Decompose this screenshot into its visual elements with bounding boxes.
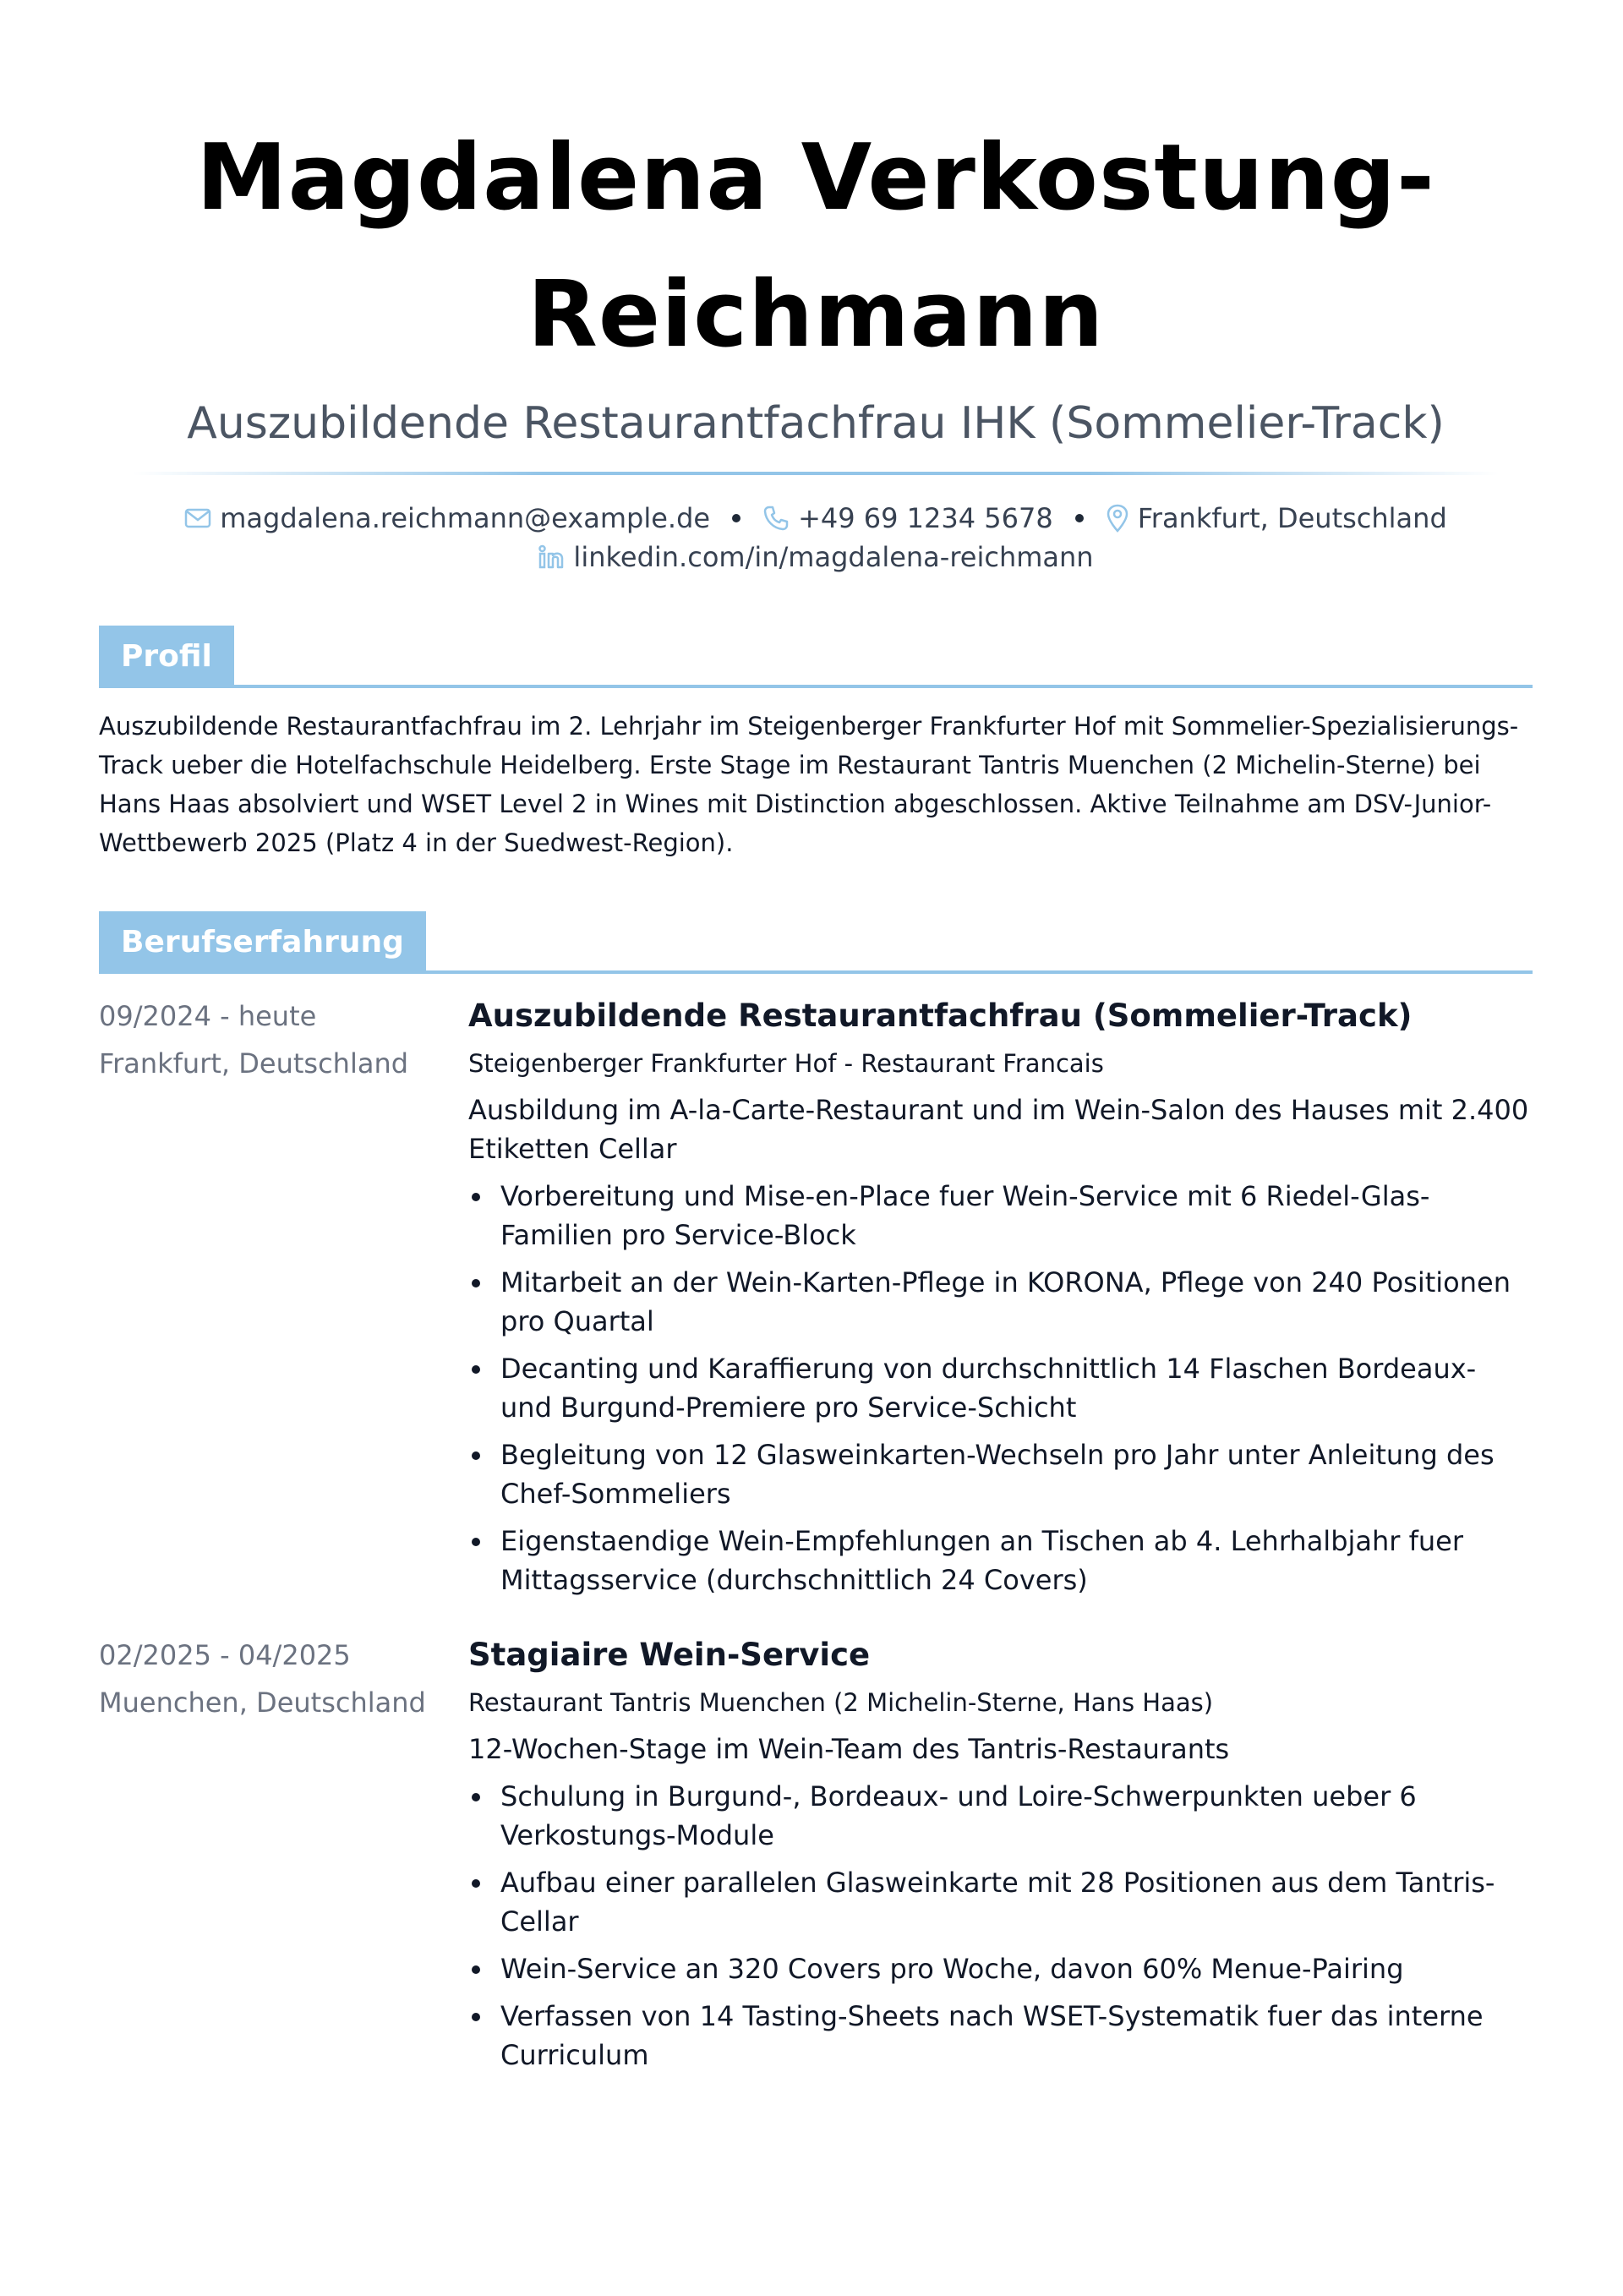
list-item: Begleitung von 12 Glasweinkarten-Wechseln pro Jahr unter Anleitung des Chef-Sommeliers	[468, 1435, 1533, 1513]
experience-section-header	[99, 911, 1533, 974]
job-company: Steigenberger Frankfurter Hof - Restaurant Francais	[468, 1049, 1104, 1078]
email-text: magdalena.reichmann@example.de	[220, 502, 711, 534]
experience-section	[99, 911, 1533, 2083]
location-text: Frankfurt, Deutschland	[1137, 502, 1447, 534]
list-item: Eigenstaendige Wein-Empfehlungen an Tischen ab 4. Lehrhalbjahr fuer Mittagsservice (durchschnittlich 24 Covers)	[468, 1522, 1533, 1599]
phone-text: +49 69 1234 5678	[798, 502, 1053, 534]
job-summary: Ausbildung im A-la-Carte-Restaurant und im Wein-Salon des Hauses mit 2.400 Etiketten Cellar	[468, 1094, 1529, 1165]
list-item: Wein-Service an 320 Covers pro Woche, davon 60% Menue-Pairing	[468, 1949, 1533, 1988]
job-entry	[99, 1632, 1533, 2083]
linkedin-text: linkedin.com/in/magdalena-reichmann	[573, 541, 1094, 573]
contact-info	[99, 499, 1533, 577]
contact-phone[interactable]	[762, 499, 1053, 538]
contact-line-2	[99, 538, 1533, 577]
separator-dot	[732, 514, 740, 522]
header-divider	[133, 472, 1499, 475]
job-bullets	[468, 1177, 1533, 1599]
job-bullets	[468, 1777, 1533, 2075]
name-line-1: Magdalena Verkostung-	[196, 125, 1435, 231]
job-company: Restaurant Tantris Muenchen (2 Michelin-Sterne, Hans Haas)	[468, 1688, 1214, 1717]
separator-dot	[1075, 514, 1084, 522]
job-body	[468, 992, 1533, 1608]
name-line-2: Reichmann	[527, 262, 1105, 368]
job-body	[468, 1632, 1533, 2083]
list-item: Verfassen von 14 Tasting-Sheets nach WSET-Systematik fuer das interne Curriculum	[468, 1997, 1533, 2075]
section-underline	[99, 685, 1533, 688]
list-item: Schulung in Burgund-, Bordeaux- und Loire-Schwerpunkten ueber 6 Verkostungs-Module	[468, 1777, 1533, 1855]
job-meta	[99, 992, 468, 1608]
profile-section-header	[99, 626, 1533, 688]
list-item: Vorbereitung und Mise-en-Place fuer Wein-Service mit 6 Riedel-Glas-Familien pro Service-Block	[468, 1177, 1533, 1255]
job-dates: 02/2025 - 04/2025	[99, 1639, 351, 1671]
list-item: Mitarbeit an der Wein-Karten-Pflege in KORONA, Pflege von 240 Positionen pro Quartal	[468, 1263, 1533, 1341]
map-pin-icon	[1106, 504, 1129, 533]
list-item: Decanting und Karaffierung von durchschnittlich 14 Flaschen Bordeaux- und Burgund-Premiere pro Service-Schicht	[468, 1349, 1533, 1427]
job-location: Frankfurt, Deutschland	[99, 1047, 409, 1080]
job-dates: 09/2024 - heute	[99, 1000, 317, 1032]
candidate-name	[99, 110, 1533, 384]
profile-section	[99, 626, 1533, 862]
experience-heading: Berufserfahrung	[99, 911, 426, 974]
contact-location	[1106, 499, 1447, 538]
mail-icon	[184, 507, 211, 529]
contact-email[interactable]	[184, 499, 710, 538]
job-title: Auszubildende Restaurantfachfrau (Sommelier-Track)	[468, 998, 1413, 1034]
contact-linkedin[interactable]	[538, 538, 1093, 577]
list-item: Aufbau einer parallelen Glasweinkarte mit 28 Positionen aus dem Tantris-Cellar	[468, 1863, 1533, 1941]
job-title: Stagiaire Wein-Service	[468, 1637, 871, 1673]
resume-content	[99, 110, 1533, 2083]
contact-line-1	[99, 499, 1533, 538]
profile-text: Auszubildende Restaurantfachfrau im 2. Lehrjahr im Steigenberger Frankfurter Hof mit Sommelier-Spezialisierungs-Track ueber die Hotelfachschule Heidelberg. Erste Stage im Restaurant Tantris Muenchen (2 Michelin-Sterne) bei Hans Haas absolviert und WSET Level 2 in Wines mit Distinction abgeschlossen. Aktive Teilnahme am DSV-Junior-Wettbewerb 2025 (Platz 4 in der Suedwest-Region).	[99, 712, 1519, 857]
job-meta	[99, 1632, 468, 2083]
profile-heading: Profil	[99, 626, 234, 688]
linkedin-icon	[538, 544, 565, 571]
job-entry	[99, 992, 1533, 1608]
headline: Auszubildende Restaurantfachfrau IHK (Sommelier-Track)	[187, 398, 1445, 449]
phone-icon	[762, 505, 790, 532]
job-location: Muenchen, Deutschland	[99, 1686, 426, 1719]
job-summary: 12-Wochen-Stage im Wein-Team des Tantris-Restaurants	[468, 1733, 1230, 1765]
